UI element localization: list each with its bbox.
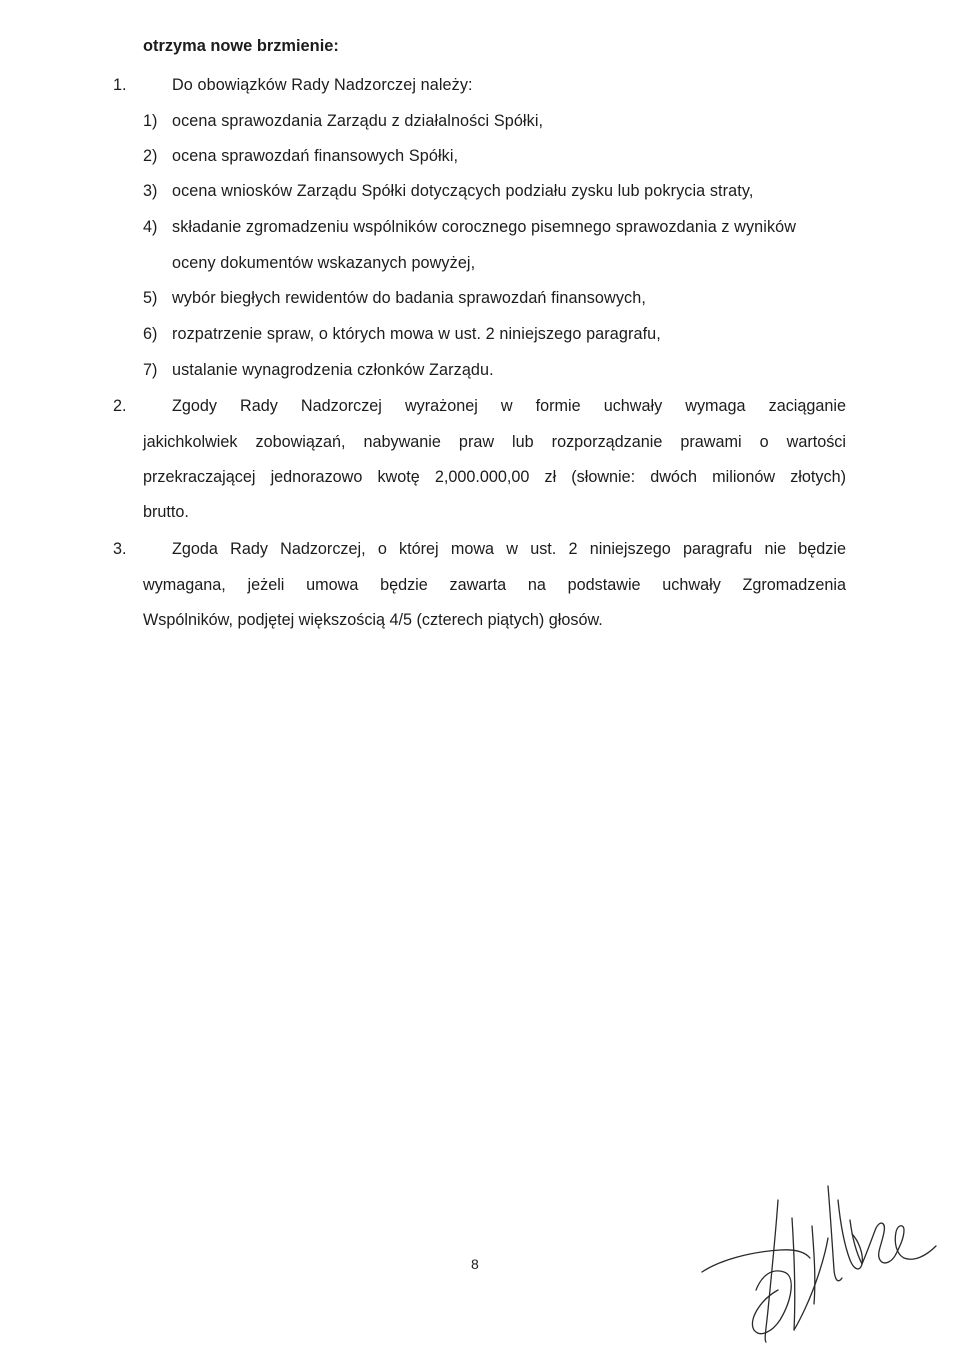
section-1-number: 1. [113, 76, 127, 94]
section-2-line: Zgody Rady Nadzorczej wyrażonej w formie uchwały wymaga zaciąganie [172, 397, 846, 415]
list-item-number: 6) [143, 325, 158, 343]
list-item-text: ocena sprawozdania Zarządu z działalności Spółki, [172, 112, 544, 130]
list-item-text: ocena wniosków Zarządu Spółki dotyczących podziału zysku lub pokrycia straty, [172, 182, 754, 200]
list-item-text: ocena sprawozdań finansowych Spółki, [172, 147, 459, 165]
heading: otrzyma nowe brzmienie: [143, 37, 339, 55]
section-1-intro: Do obowiązków Rady Nadzorczej należy: [172, 76, 473, 94]
list-item-number: 3) [143, 182, 158, 200]
list-item-text: ustalanie wynagrodzenia członków Zarządu. [172, 361, 494, 379]
list-item-number: 7) [143, 361, 158, 379]
list-item-number: 2) [143, 147, 158, 165]
list-item-text: składanie zgromadzeniu wspólników corocznego pisemnego sprawozdania z wyników [172, 218, 797, 236]
section-3-line: wymagana, jeżeli umowa będzie zawarta na podstawie uchwały Zgromadzenia [143, 576, 846, 594]
section-3-number: 3. [113, 540, 127, 558]
list-item-text: wybór biegłych rewidentów do badania sprawozdań finansowych, [172, 289, 646, 307]
list-item-text: rozpatrzenie spraw, o których mowa w ust. 2 niniejszego paragrafu, [172, 325, 661, 343]
page-number: 8 [471, 1256, 479, 1272]
list-item-continuation: oceny dokumentów wskazanych powyżej, [172, 254, 476, 272]
section-2-number: 2. [113, 397, 127, 415]
section-3-line: Zgoda Rady Nadzorczej, o której mowa w ust. 2 niniejszego paragrafu nie będzie [172, 540, 846, 558]
section-2-line: przekraczającej jednorazowo kwotę 2,000.000,00 zł (słownie: dwóch milionów złotych) [143, 468, 846, 486]
section-2-line: jakichkolwiek zobowiązań, nabywanie praw lub rozporządzanie prawami o wartości [143, 433, 846, 451]
list-item-number: 1) [143, 112, 158, 130]
section-2-line: brutto. [143, 503, 189, 521]
list-item-number: 4) [143, 218, 158, 236]
signature-icon [700, 1180, 940, 1350]
list-item-number: 5) [143, 289, 158, 307]
section-3-line: Wspólników, podjętej większością 4/5 (czterech piątych) głosów. [143, 611, 603, 629]
